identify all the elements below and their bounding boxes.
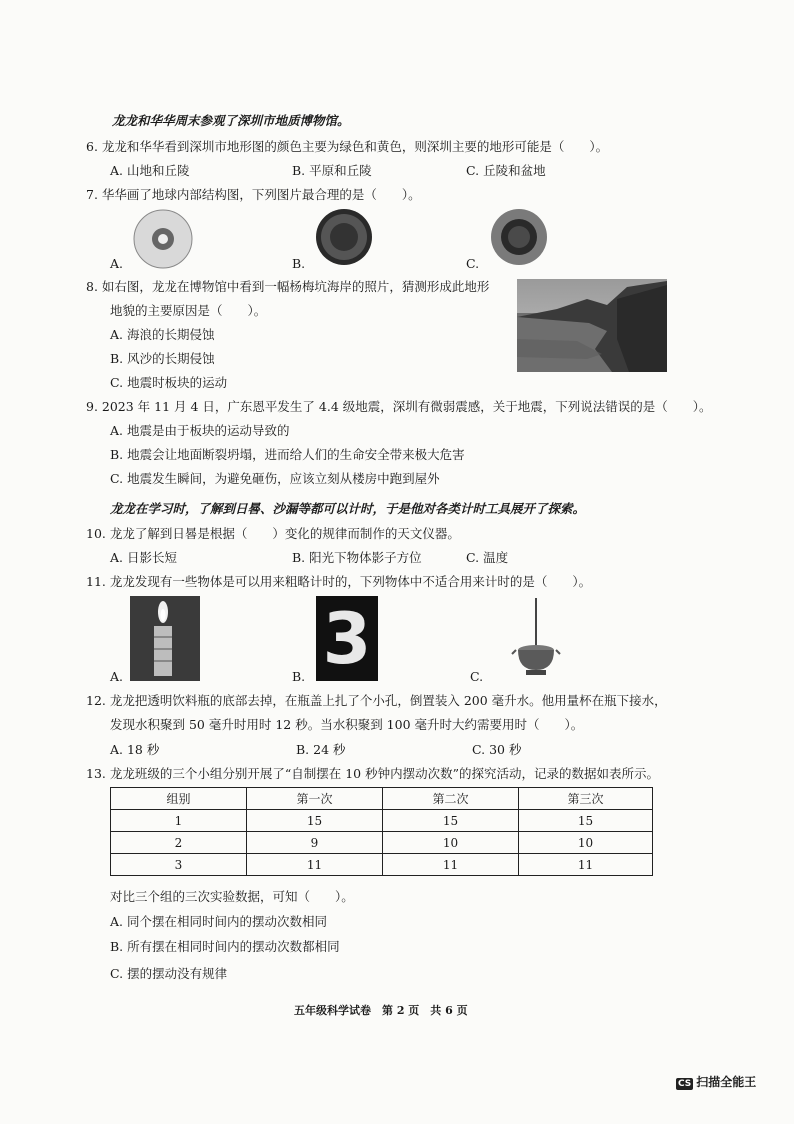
table-cell: 11 xyxy=(247,854,383,876)
q8-stem-line2: 地貌的主要原因是（ ）。 xyxy=(110,303,267,318)
pendulum-data-table xyxy=(110,787,653,876)
q7-stem: 7. 华华画了地球内部结构图，下列图片最合理的是（ ）。 xyxy=(86,187,421,202)
section-intro-museum: 龙龙和华华周末参观了深圳市地质博物馆。 xyxy=(112,113,350,128)
q8-option-b: B. 风沙的长期侵蚀 xyxy=(110,351,215,366)
q11-option-c: C. xyxy=(470,669,484,684)
scanner-watermark xyxy=(676,1073,756,1090)
q8-option-c: C. 地震时板块的运动 xyxy=(110,375,228,390)
q8-stem-line1: 8. 如右图，龙龙在博物馆中看到一幅杨梅坑海岸的照片，猜测形成此地形 xyxy=(86,279,490,294)
incense-burner-image xyxy=(508,596,564,681)
q6-option-c: C. 丘陵和盆地 xyxy=(466,163,546,178)
earth-structure-figure-a xyxy=(132,208,194,270)
table-cell: 15 xyxy=(383,810,519,832)
table-cell: 15 xyxy=(519,810,653,832)
table-cell: 10 xyxy=(519,832,653,854)
page-footer: 五年级科学试卷 第 2 页 共 6 页 xyxy=(294,1004,468,1017)
q10-option-b: B. 阳光下物体影子方位 xyxy=(292,550,422,565)
q6-option-b: B. 平原和丘陵 xyxy=(292,163,372,178)
q7-option-b: B. xyxy=(292,256,306,271)
table-cell: 11 xyxy=(519,854,653,876)
q13-option-b: B. 所有摆在相同时间内的摆动次数都相同 xyxy=(110,939,340,954)
q9-option-c: C. 地震发生瞬间，为避免砸伤，应该立刻从楼房中跑到屋外 xyxy=(110,471,440,486)
q13-after-text: 对比三个组的三次实验数据，可知（ ）。 xyxy=(110,889,354,904)
table-row xyxy=(111,832,653,854)
number-candle-image xyxy=(316,596,378,681)
scanner-text: 扫描全能王 xyxy=(696,1075,757,1089)
q13-option-c: C. 摆的摆动没有规律 xyxy=(110,966,228,981)
number-candle-digit: 3 xyxy=(322,597,372,680)
q8-option-a: A. 海浪的长期侵蚀 xyxy=(110,327,215,342)
q6-stem: 6. 龙龙和华华看到深圳市地形图的颜色主要为绿色和黄色，则深圳主要的地形可能是（ ）。 xyxy=(86,139,609,154)
q11-option-b: B. xyxy=(292,669,306,684)
q6-option-a: A. 山地和丘陵 xyxy=(110,163,190,178)
table-header-row xyxy=(111,788,653,810)
q10-stem: 10. 龙龙了解到日晷是根据（ ）变化的规律而制作的天文仪器。 xyxy=(86,526,460,541)
q13-option-a: A. 同个摆在相同时间内的摆动次数相同 xyxy=(110,914,327,929)
q9-option-b: B. 地震会让地面断裂坍塌，进而给人们的生命安全带来极大危害 xyxy=(110,447,465,462)
table-row xyxy=(111,854,653,876)
table-cell: 2 xyxy=(111,832,247,854)
q11-stem: 11. 龙龙发现有一些物体是可以用来粗略计时的，下列物体中不适合用来计时的是（ ）。 xyxy=(86,574,592,589)
q9-option-a: A. 地震是由于板块的运动导致的 xyxy=(110,423,290,438)
candle-image xyxy=(130,596,200,681)
q13-stem: 13. 龙龙班级的三个小组分别开展了“自制摆在 10 秒钟内摆动次数”的探究活动，记录的数据如表所示。 xyxy=(86,766,659,781)
q9-stem: 9. 2023 年 11 月 4 日，广东恩平发生了 4.4 级地震，深圳有微弱震感，关于地震，下列说法错误的是（ ）。 xyxy=(86,399,712,414)
table-cell: 9 xyxy=(247,832,383,854)
section-intro-timekeeping: 龙龙在学习时，了解到日晷、沙漏等都可以计时，于是他对各类计时工具展开了探索。 xyxy=(110,501,586,516)
table-cell: 3 xyxy=(111,854,247,876)
q12-option-a: A. 18 秒 xyxy=(110,742,160,757)
table-cell: 15 xyxy=(247,810,383,832)
table-cell: 11 xyxy=(383,854,519,876)
q11-option-a: A. xyxy=(110,669,124,684)
earth-structure-figure-b xyxy=(315,208,373,266)
q10-option-a: A. 日影长短 xyxy=(110,550,177,565)
q12-stem-line2: 发现水积聚到 50 毫升时用时 12 秒。当水积聚到 100 毫升时大约需要用时（ ）。 xyxy=(110,717,584,732)
scanner-badge: CS xyxy=(678,1079,692,1089)
table-cell: 10 xyxy=(383,832,519,854)
table-header-cell: 第三次 xyxy=(519,788,653,810)
table-header-cell: 第一次 xyxy=(247,788,383,810)
q12-stem-line1: 12. 龙龙把透明饮料瓶的底部去掉，在瓶盖上扎了个小孔，倒置装入 200 毫升水。他用量杯在瓶下接水， xyxy=(86,693,667,708)
q10-option-c: C. 温度 xyxy=(466,550,509,565)
coastline-photo xyxy=(517,279,667,372)
table-cell: 1 xyxy=(111,810,247,832)
q12-option-b: B. 24 秒 xyxy=(296,742,346,757)
table-header-cell: 组别 xyxy=(111,788,247,810)
table-row xyxy=(111,810,653,832)
q7-option-c: C. xyxy=(466,256,480,271)
table-header-cell: 第二次 xyxy=(383,788,519,810)
earth-structure-figure-c xyxy=(490,208,548,266)
q12-option-c: C. 30 秒 xyxy=(472,742,522,757)
q7-option-a: A. xyxy=(110,256,124,271)
